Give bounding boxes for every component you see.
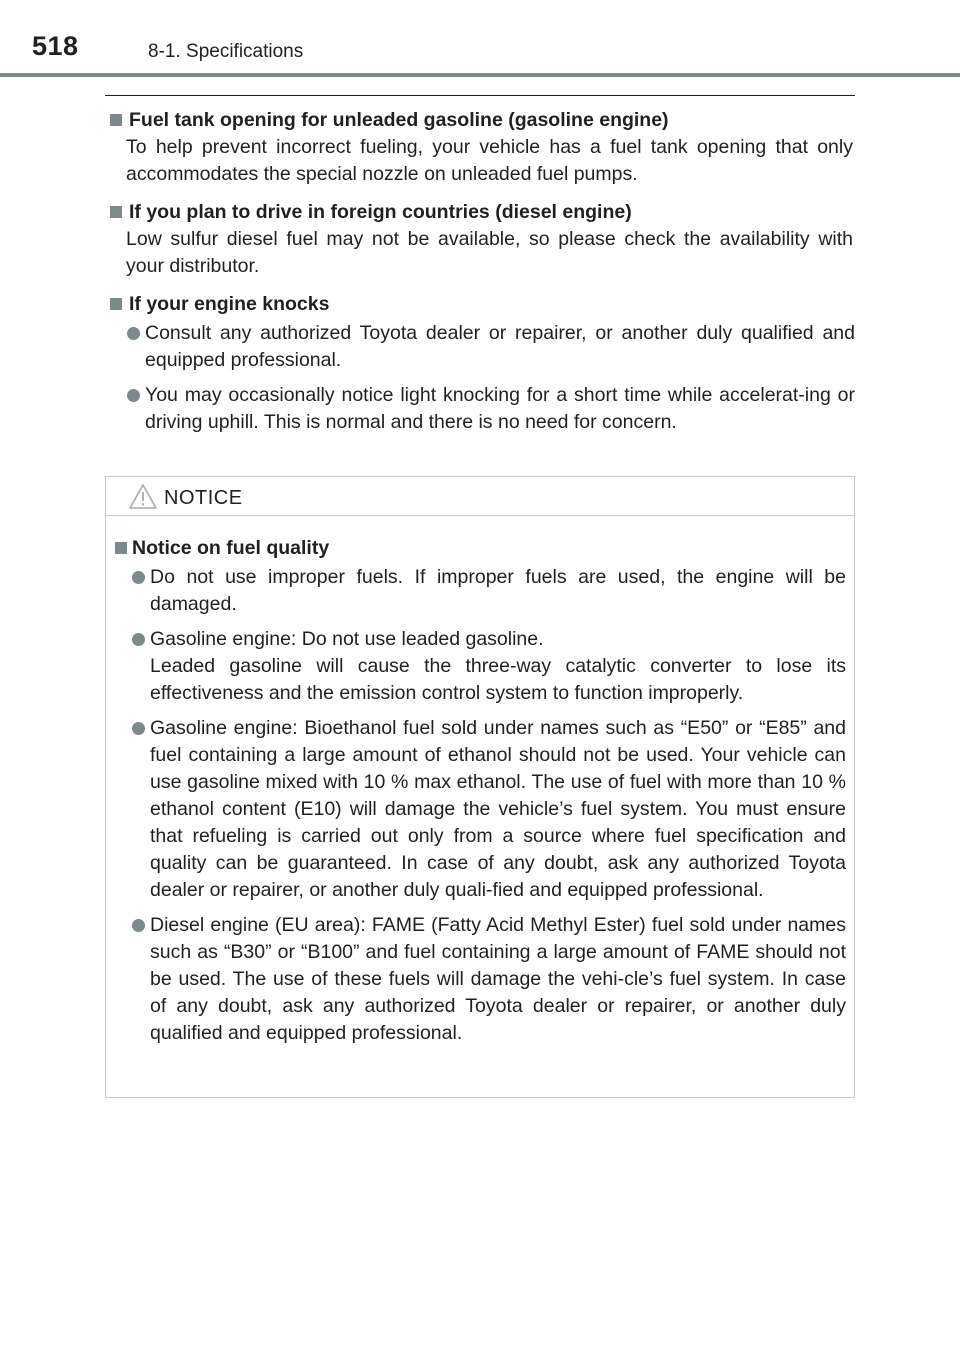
section-heading (107, 106, 855, 134)
list-item (115, 626, 846, 707)
notice-title: NOTICE (164, 487, 243, 509)
circle-bullet-icon (132, 633, 145, 646)
heading-text: Fuel tank opening for unleaded gasoline (gasoline engine) (129, 109, 669, 131)
list-item-text: Leaded gasoline will cause the three-way catalytic converter to lose its effectiveness and the emission control system to function improperly. (150, 655, 846, 704)
list-item-text: Consult any authorized Toyota dealer or repairer, or another duly qualified and equipped professional. (145, 322, 855, 371)
circle-bullet-icon (132, 571, 145, 584)
heading-text: If you plan to drive in foreign countries (diesel engine) (129, 201, 632, 223)
section-title: 8-1. Specifications (148, 41, 304, 62)
notice-heading (115, 534, 846, 562)
warning-triangle-icon (128, 483, 158, 515)
square-marker-icon (110, 298, 122, 310)
square-marker-icon (110, 206, 122, 218)
list-item (115, 564, 846, 618)
list-item-text: Gasoline engine: Do not use leaded gasoline. (150, 628, 544, 650)
notice-box (105, 476, 855, 1098)
main-content (107, 106, 855, 446)
list-item (115, 715, 846, 904)
heading-text: If your engine knocks (129, 293, 330, 315)
page-number: 518 (32, 31, 79, 61)
circle-bullet-icon (132, 919, 145, 932)
section-fuel-tank-opening (107, 106, 855, 188)
list-item-text: Gasoline engine: Bioethanol fuel sold under names such as “E50” or “E85” and fuel containing a large amount of ethanol should not be used. Your vehicle can use gasoline mixed with 10 % max ethanol. The use of fuel with more than 10 % ethanol content (E10) will damage the vehicle’s fuel system. You must ensure that refueling is carried out only from a source where fuel specification and quality can be guaranteed. In case of any doubt, ask any authorized Toyota dealer or repairer, or another duly quali-fied and equipped professional. (150, 717, 846, 901)
header-rule (0, 73, 960, 77)
list-item-text: You may occasionally notice light knocking for a short time while accelerat-ing or driving uphill. This is normal and there is no need for concern. (145, 384, 855, 433)
section-paragraph: Low sulfur diesel fuel may not be available, so please check the availability with your distributor. (126, 228, 853, 277)
list-item (107, 320, 855, 374)
section-paragraph: To help prevent incorrect fueling, your vehicle has a fuel tank opening that only accommodates the special nozzle on unleaded fuel pumps. (126, 136, 853, 185)
list-item-text: Diesel engine (EU area): FAME (Fatty Acid Methyl Ester) fuel sold under names such as “B30” or “B100” and fuel containing a large amount of FAME should not be used. The use of these fuels will damage the vehi-cle’s fuel system. In case of any doubt, ask any authorized Toyota dealer or repairer, or another duly qualified and equipped professional. (150, 914, 846, 1044)
list-item (107, 382, 855, 436)
content-top-rule (105, 95, 855, 96)
circle-bullet-icon (127, 327, 140, 340)
section-heading (107, 290, 855, 318)
list-item (115, 912, 846, 1047)
heading-text: Notice on fuel quality (132, 537, 330, 559)
square-marker-icon (115, 542, 127, 554)
section-heading (107, 198, 855, 226)
circle-bullet-icon (127, 389, 140, 402)
square-marker-icon (110, 114, 122, 126)
notice-header (106, 477, 854, 516)
circle-bullet-icon (132, 722, 145, 735)
section-foreign-countries (107, 198, 855, 280)
list-item-text: Do not use improper fuels. If improper fuels are used, the engine will be damaged. (150, 566, 846, 615)
section-engine-knocks (107, 290, 855, 436)
notice-content (115, 534, 846, 1047)
